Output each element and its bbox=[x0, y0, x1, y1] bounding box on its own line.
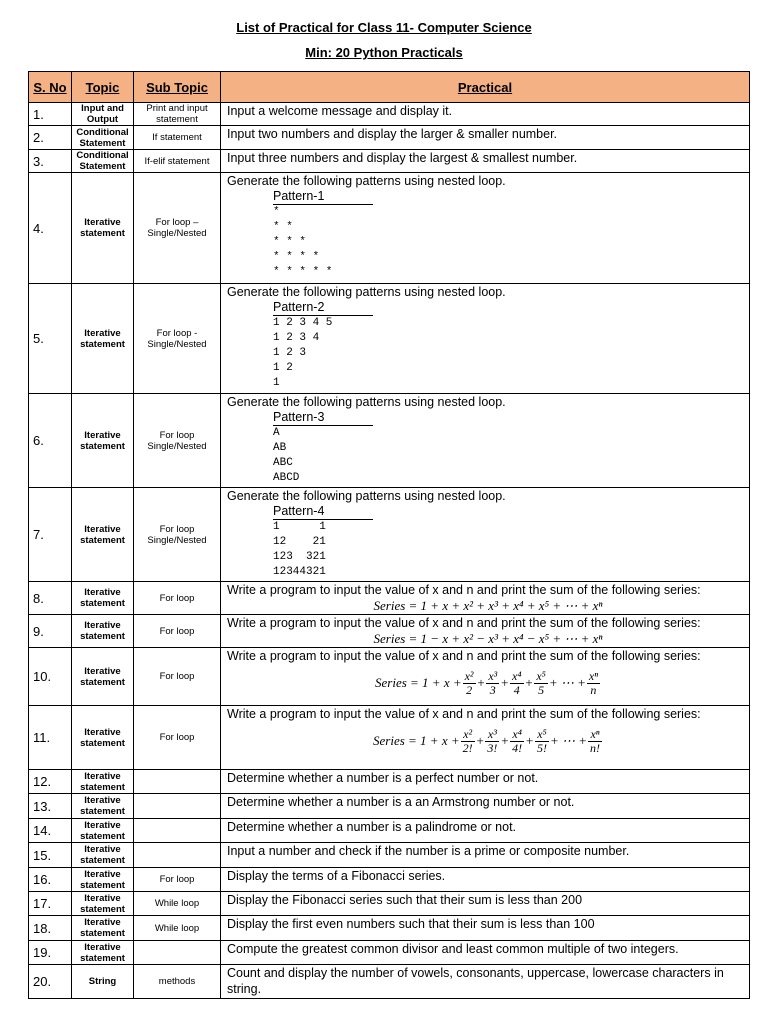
row-sno: 5. bbox=[29, 284, 72, 394]
row-topic: Iterative statement bbox=[72, 284, 134, 394]
pattern-line: 1 bbox=[273, 377, 280, 389]
table-row bbox=[29, 819, 750, 843]
practical-text: Display the first even numbers such that their sum is less than 100 bbox=[227, 917, 595, 931]
row-subtopic bbox=[134, 770, 221, 794]
row-topic: Iterative statement bbox=[72, 488, 134, 582]
series-fraction bbox=[587, 670, 600, 697]
row-sno: 11. bbox=[29, 706, 72, 770]
practical-text: Input a number and check if the number is a prime or composite number. bbox=[227, 844, 630, 858]
row-sno: 16. bbox=[29, 868, 72, 892]
row-subtopic: For loop Single/Nested bbox=[134, 488, 221, 582]
row-topic: Iterative statement bbox=[72, 648, 134, 706]
row-sno: 17. bbox=[29, 892, 72, 916]
pattern-line: A bbox=[273, 427, 280, 439]
fraction-denominator: n bbox=[590, 682, 597, 697]
pattern-title: Pattern-3 bbox=[273, 410, 373, 426]
pattern-line: 12344321 bbox=[273, 566, 326, 578]
series-fraction bbox=[510, 728, 524, 755]
row-subtopic: For loop bbox=[134, 582, 221, 615]
practical-text: Write a program to input the value of x and n and print the sum of the following series: bbox=[227, 616, 701, 630]
row-subtopic: For loop bbox=[134, 868, 221, 892]
row-practical bbox=[221, 173, 750, 284]
series-fraction bbox=[534, 670, 548, 697]
fraction-denominator: 3 bbox=[489, 682, 496, 697]
row-sno: 13. bbox=[29, 794, 72, 819]
pattern-line: ABCD bbox=[273, 472, 300, 484]
row-practical bbox=[221, 648, 750, 706]
row-sno: 6. bbox=[29, 394, 72, 488]
pattern-block bbox=[273, 504, 749, 580]
row-practical bbox=[221, 916, 750, 941]
page-title: List of Practical for Class 11- Computer Science bbox=[236, 20, 532, 35]
row-topic: Iterative statement bbox=[72, 868, 134, 892]
row-topic: Iterative statement bbox=[72, 173, 134, 284]
pattern-line: ABC bbox=[273, 457, 293, 469]
practical-text: Input three numbers and display the largest & smallest number. bbox=[227, 151, 578, 165]
practical-text: Input two numbers and display the larger & smaller number. bbox=[227, 127, 558, 141]
pattern-line: 1 2 3 bbox=[273, 347, 307, 359]
series-ellipsis: + ⋯ + bbox=[548, 675, 586, 690]
practical-text: Write a program to input the value of x and n and print the sum of the following series: bbox=[227, 649, 701, 663]
pattern-line: 1 2 3 4 5 bbox=[273, 317, 333, 329]
row-subtopic: If statement bbox=[134, 126, 221, 150]
row-practical bbox=[221, 868, 750, 892]
row-subtopic: For loop bbox=[134, 706, 221, 770]
series-formula bbox=[227, 722, 749, 760]
fraction-numerator: xⁿ bbox=[588, 668, 598, 683]
row-practical bbox=[221, 394, 750, 488]
fraction-numerator: x⁵ bbox=[536, 668, 546, 683]
series-prefix: Series = 1 + x + bbox=[373, 733, 460, 748]
pattern-line: * * * * * bbox=[273, 266, 333, 278]
row-topic: Iterative statement bbox=[72, 582, 134, 615]
row-practical bbox=[221, 126, 750, 150]
row-subtopic: Print and input statement bbox=[134, 103, 221, 126]
series-plus: + bbox=[525, 733, 534, 748]
table-row bbox=[29, 706, 750, 770]
row-topic: Conditional Statement bbox=[72, 150, 134, 173]
practical-text: Compute the greatest common divisor and least common multiple of two integers. bbox=[227, 942, 679, 956]
fraction-denominator: n! bbox=[590, 740, 600, 755]
row-practical bbox=[221, 582, 750, 615]
pattern-block bbox=[273, 410, 749, 486]
row-practical bbox=[221, 819, 750, 843]
table-row bbox=[29, 941, 750, 965]
series-fraction bbox=[535, 728, 549, 755]
row-practical bbox=[221, 488, 750, 582]
practical-text: Write a program to input the value of x and n and print the sum of the following series: bbox=[227, 707, 701, 721]
row-practical bbox=[221, 843, 750, 868]
practical-text: Generate the following patterns using nested loop. bbox=[227, 174, 506, 188]
series-plus: + bbox=[500, 675, 510, 690]
row-practical bbox=[221, 150, 750, 173]
fraction-numerator: x² bbox=[461, 728, 475, 742]
practical-text: Generate the following patterns using nested loop. bbox=[227, 285, 506, 299]
table-row bbox=[29, 488, 750, 582]
row-topic: Iterative statement bbox=[72, 615, 134, 648]
series-formula bbox=[227, 664, 749, 702]
series-ellipsis: + ⋯ + bbox=[549, 733, 587, 748]
pattern-title: Pattern-2 bbox=[273, 300, 373, 316]
series-plus: + bbox=[524, 675, 534, 690]
row-sno: 20. bbox=[29, 965, 72, 999]
practical-text: Determine whether a number is a perfect number or not. bbox=[227, 771, 539, 785]
row-sno: 10. bbox=[29, 648, 72, 706]
table-row bbox=[29, 615, 750, 648]
practical-text: Display the terms of a Fibonacci series. bbox=[227, 869, 446, 883]
table-header-row bbox=[29, 72, 750, 103]
row-sno: 9. bbox=[29, 615, 72, 648]
row-sno: 18. bbox=[29, 916, 72, 941]
series-fraction bbox=[588, 728, 602, 755]
series-prefix: Series = 1 + x + bbox=[375, 675, 462, 690]
row-topic: Iterative statement bbox=[72, 843, 134, 868]
row-subtopic: methods bbox=[134, 965, 221, 999]
table-row bbox=[29, 173, 750, 284]
series-formula: Series = 1 + x + x² + x³ + x⁴ + x⁵ + ⋯ + xⁿ bbox=[373, 598, 603, 613]
row-subtopic: While loop bbox=[134, 892, 221, 916]
pattern-line: * * * bbox=[273, 236, 307, 248]
row-subtopic bbox=[134, 819, 221, 843]
fraction-denominator: 2 bbox=[466, 682, 473, 697]
table-row bbox=[29, 648, 750, 706]
row-practical bbox=[221, 284, 750, 394]
row-topic: Conditional Statement bbox=[72, 126, 134, 150]
practical-text: Generate the following patterns using nested loop. bbox=[227, 395, 506, 409]
series-fraction bbox=[486, 670, 499, 697]
row-practical bbox=[221, 770, 750, 794]
header-practical: Practical bbox=[221, 72, 750, 103]
row-practical bbox=[221, 965, 750, 999]
row-sno: 15. bbox=[29, 843, 72, 868]
row-subtopic bbox=[134, 941, 221, 965]
table-row bbox=[29, 965, 750, 999]
pattern-block bbox=[273, 300, 749, 391]
row-practical bbox=[221, 941, 750, 965]
table-row bbox=[29, 394, 750, 488]
pattern-line: * * * * bbox=[273, 251, 320, 263]
practicals-table bbox=[28, 71, 750, 999]
table-row bbox=[29, 103, 750, 126]
fraction-denominator: 4 bbox=[513, 682, 520, 697]
practical-text: Write a program to input the value of x and n and print the sum of the following series: bbox=[227, 583, 701, 597]
fraction-numerator: x³ bbox=[485, 728, 499, 742]
row-subtopic: For loop bbox=[134, 615, 221, 648]
table-row bbox=[29, 582, 750, 615]
row-practical bbox=[221, 706, 750, 770]
page-subtitle: Min: 20 Python Practicals bbox=[305, 45, 463, 60]
pattern-title: Pattern-1 bbox=[273, 189, 373, 205]
row-practical bbox=[221, 615, 750, 648]
row-topic: Iterative statement bbox=[72, 394, 134, 488]
row-topic: Iterative statement bbox=[72, 706, 134, 770]
practical-text: Generate the following patterns using nested loop. bbox=[227, 489, 506, 503]
row-practical bbox=[221, 892, 750, 916]
row-sno: 19. bbox=[29, 941, 72, 965]
fraction-numerator: x⁵ bbox=[535, 728, 549, 742]
row-sno: 4. bbox=[29, 173, 72, 284]
row-sno: 1. bbox=[29, 103, 72, 126]
table-row bbox=[29, 868, 750, 892]
table-row bbox=[29, 843, 750, 868]
table-row bbox=[29, 794, 750, 819]
header-topic: Topic bbox=[72, 72, 134, 103]
row-topic: Iterative statement bbox=[72, 794, 134, 819]
row-topic: Iterative statement bbox=[72, 892, 134, 916]
fraction-numerator: xⁿ bbox=[588, 728, 602, 742]
pattern-line: 1 2 bbox=[273, 362, 293, 374]
row-topic: Iterative statement bbox=[72, 941, 134, 965]
fraction-numerator: x³ bbox=[488, 668, 498, 683]
row-topic: Iterative statement bbox=[72, 916, 134, 941]
table-row bbox=[29, 916, 750, 941]
row-subtopic: If-elif statement bbox=[134, 150, 221, 173]
practical-text: Input a welcome message and display it. bbox=[227, 104, 453, 118]
practical-text: Count and display the number of vowels, consonants, uppercase, lowercase characters in string. bbox=[227, 966, 724, 996]
fraction-denominator: 5 bbox=[538, 682, 545, 697]
table-row bbox=[29, 892, 750, 916]
row-sno: 7. bbox=[29, 488, 72, 582]
header-sno: S. No bbox=[29, 72, 72, 103]
pattern-line: 12 21 bbox=[273, 536, 326, 548]
series-fraction bbox=[485, 728, 499, 755]
row-sno: 14. bbox=[29, 819, 72, 843]
pattern-line: 1 2 3 4 bbox=[273, 332, 320, 344]
series-fraction bbox=[463, 670, 476, 697]
table-row bbox=[29, 770, 750, 794]
row-topic: Iterative statement bbox=[72, 770, 134, 794]
fraction-denominator: 4! bbox=[512, 740, 523, 755]
row-topic: Input and Output bbox=[72, 103, 134, 126]
series-formula: Series = 1 − x + x² − x³ + x⁴ − x⁵ + ⋯ + xⁿ bbox=[373, 631, 603, 646]
pattern-block bbox=[273, 189, 749, 280]
row-subtopic: While loop bbox=[134, 916, 221, 941]
row-subtopic: For loop bbox=[134, 648, 221, 706]
series-plus: + bbox=[475, 733, 485, 748]
row-sno: 2. bbox=[29, 126, 72, 150]
row-practical bbox=[221, 103, 750, 126]
row-practical bbox=[221, 794, 750, 819]
pattern-line: AB bbox=[273, 442, 287, 454]
pattern-title: Pattern-4 bbox=[273, 504, 373, 520]
row-topic: String bbox=[72, 965, 134, 999]
table-row bbox=[29, 126, 750, 150]
series-fraction bbox=[461, 728, 475, 755]
series-fraction bbox=[510, 670, 524, 697]
series-plus: + bbox=[500, 733, 510, 748]
pattern-line: 123 321 bbox=[273, 551, 326, 563]
table-row bbox=[29, 284, 750, 394]
practical-text: Determine whether a number is a palindrome or not. bbox=[227, 820, 517, 834]
fraction-numerator: x⁴ bbox=[512, 668, 522, 683]
series-plus: + bbox=[476, 675, 486, 690]
row-sno: 3. bbox=[29, 150, 72, 173]
fraction-denominator: 3! bbox=[487, 740, 498, 755]
row-subtopic: For loop - Single/Nested bbox=[134, 284, 221, 394]
practical-text: Display the Fibonacci series such that their sum is less than 200 bbox=[227, 893, 583, 907]
table-row bbox=[29, 150, 750, 173]
header-subtopic: Sub Topic bbox=[134, 72, 221, 103]
row-subtopic: For loop – Single/Nested bbox=[134, 173, 221, 284]
row-topic: Iterative statement bbox=[72, 819, 134, 843]
row-sno: 8. bbox=[29, 582, 72, 615]
pattern-line: 1 1 bbox=[273, 521, 326, 533]
row-subtopic: For loop Single/Nested bbox=[134, 394, 221, 488]
fraction-denominator: 5! bbox=[536, 740, 547, 755]
pattern-line: * * bbox=[273, 221, 293, 233]
row-subtopic bbox=[134, 843, 221, 868]
practical-text: Determine whether a number is a an Armstrong number or not. bbox=[227, 795, 575, 809]
row-subtopic bbox=[134, 794, 221, 819]
fraction-numerator: x⁴ bbox=[510, 728, 524, 742]
fraction-numerator: x² bbox=[464, 668, 474, 683]
fraction-denominator: 2! bbox=[462, 740, 473, 755]
pattern-line: * bbox=[273, 206, 280, 218]
row-sno: 12. bbox=[29, 770, 72, 794]
